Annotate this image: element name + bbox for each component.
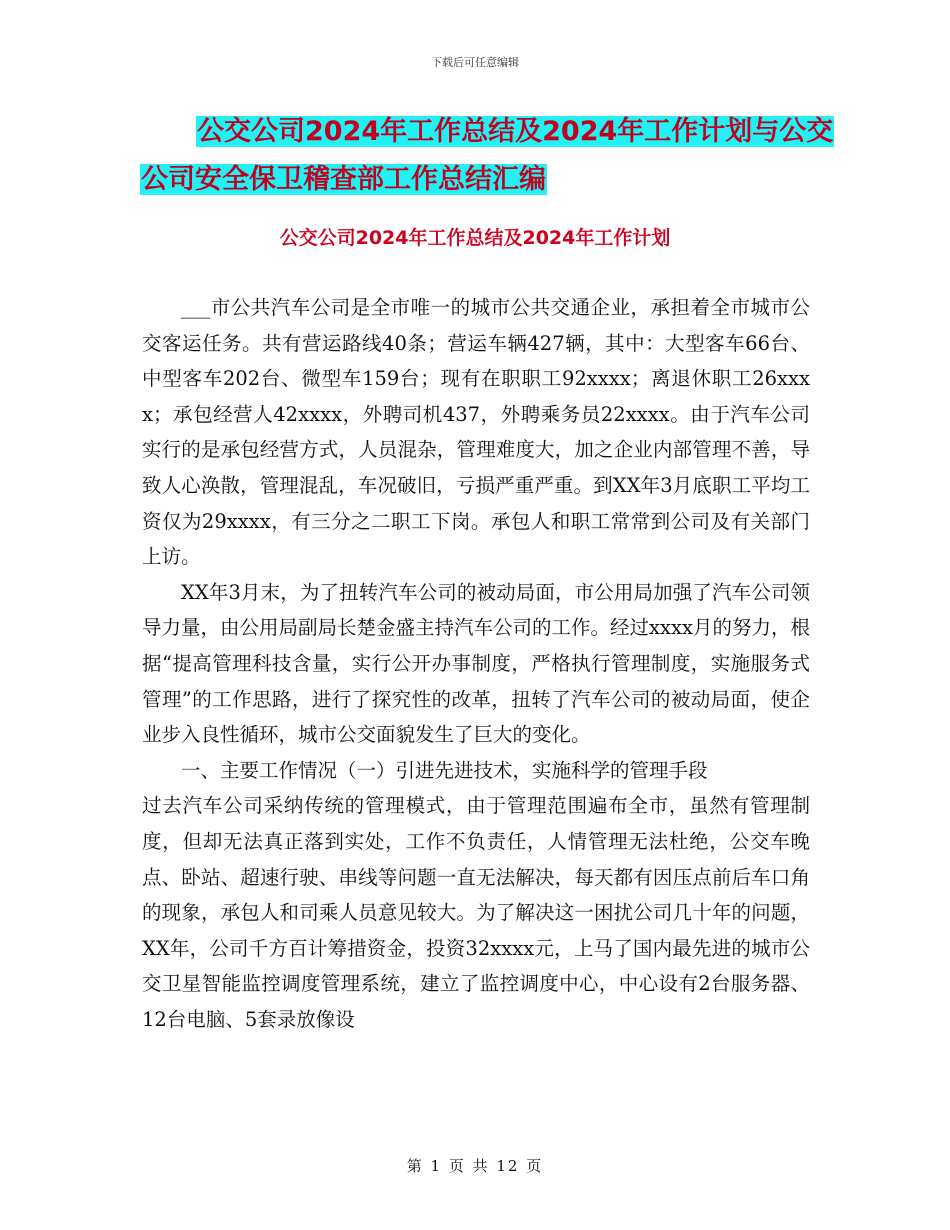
title-highlight-2: 公司安全保卫稽查部工作总结汇编 [141, 164, 546, 195]
page-footer: 第 1 页 共 12 页 [406, 1157, 544, 1175]
paragraph-2: XX年3月末，为了扭转汽车公司的被动局面，市公用局加强了汽车公司领导力量，由公用局副局长楚金盛主持汽车公司的工作。经过xxxx月的努力，根据“提高管理科技含量，实行公开办事制度，严格执行管理制度，实施服务式管理”的工作思路，进行了探究性的改革，扭转了汽车公司的被动局面，使企业步入良性循环，城市公交面貌发生了巨大的变化。 [142, 580, 810, 747]
section-title: 公交公司2024年工作总结及2024年工作计划 [279, 227, 671, 249]
header-note: 下载后可任意编辑 [431, 56, 519, 69]
document-title [140, 108, 834, 204]
document-title-line-1 [140, 108, 834, 156]
document-body [142, 290, 810, 1037]
section-heading-1: 一、主要工作情况（一）引进先进技术，实施科学的管理手段 [181, 758, 708, 782]
paragraph-1: ___市公共汽车公司是全市唯一的城市公共交通企业，承担着全市城市公交客运任务。共有营运路线40条；营运车辆427辆，其中：大型客车66台、中型客车202台、微型车159台；现有在职职工92xxxx；离退休职工26xxxx；承包经营人42xxxx，外聘司机437，外聘乘务员22xxxx。由于汽车公司实行的是承包经营方式，人员混杂，管理难度大，加之企业内部管理不善，导致人心涣散，管理混乱，车况破旧，亏损严重严重。到XX年3月底职工平均工资仅为29xxxx，有三分之二职工下岗。承包人和职工常常到公司及有关部门上访。 [142, 296, 810, 569]
paragraph-3: 过去汽车公司采纳传统的管理模式，由于管理范围遍布全市，虽然有管理制度，但却无法真正落到实处，工作不负责任，人情管理无法杜绝，公交车晚点、卧站、超速行驶、串线等问题一直无法解决，每天都有因压点前后车口角的现象，承包人和司乘人员意见较大。为了解决这一困扰公司几十年的问题，XX年，公司千方百计筹措资金，投资32xxxx元，上马了国内最先进的城市公交卫星智能监控调度管理系统，建立了监控调度中心，中心设有2台服务器、12台电脑、5套录放像设 [142, 794, 810, 1031]
title-highlight-1: 公交公司2024年工作总结及2024年工作计划与公交 [197, 116, 834, 147]
document-title-line-2 [140, 156, 810, 204]
